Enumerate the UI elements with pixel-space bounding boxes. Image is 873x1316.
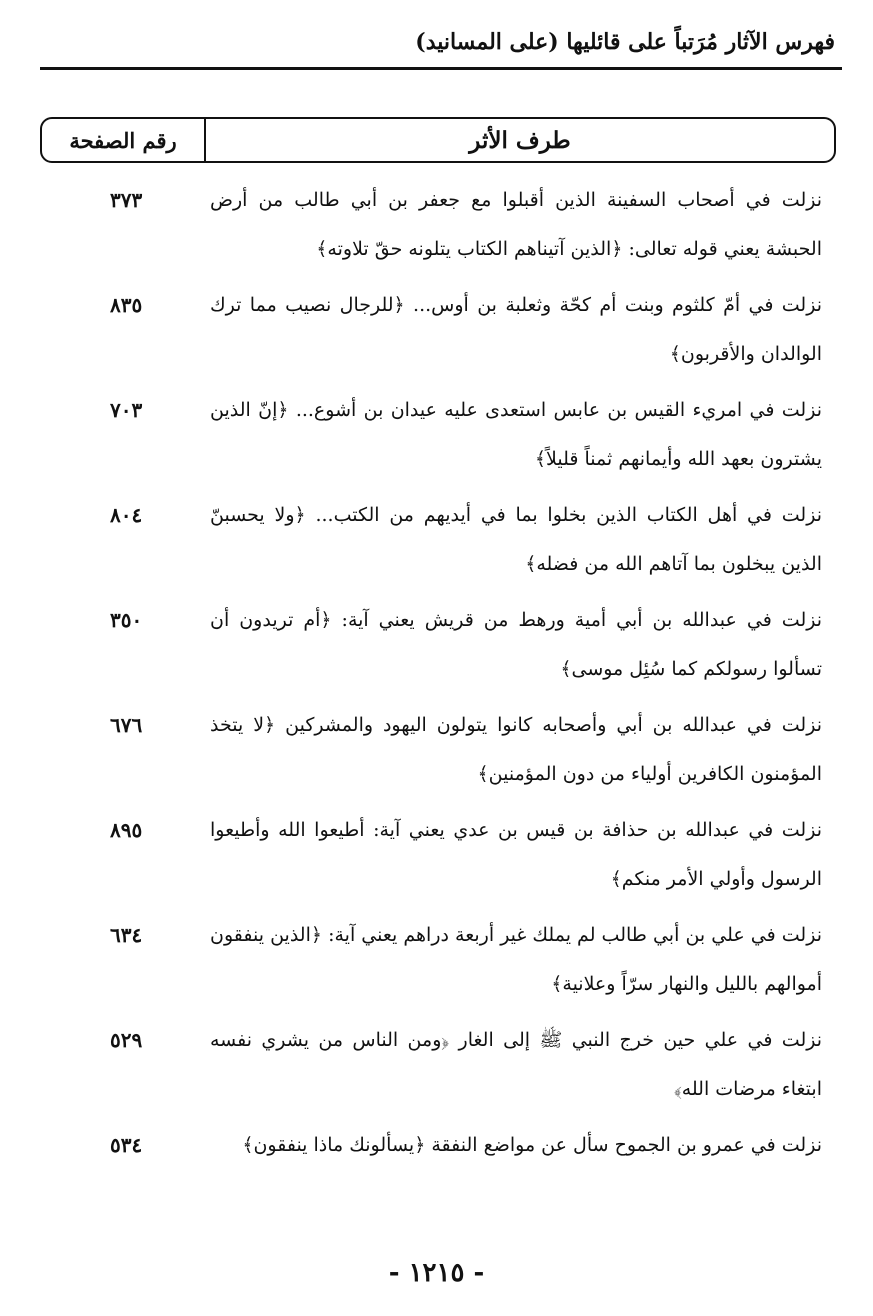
entry-text: نزلت في أهل الكتاب الذين بخلوا بما في أيديهم من الكتب... ﴿ولا يحسبنّ الذين يبخلون بما آتاهم الله من فضله﴾ (210, 504, 822, 575)
entry-page-number: ٦٧٦ (110, 713, 143, 737)
index-entry (110, 1121, 822, 1170)
entry-text: نزلت في علي حين خرج النبي ﷺ إلى الغار ﴿ومن الناس من يشري نفسه ابتغاء مرضات الله﴾ (210, 1029, 822, 1100)
entry-page-number: ٣٥٠ (110, 608, 143, 632)
entry-page-number: ٣٧٣ (110, 188, 143, 212)
entry-page-number: ٧٠٣ (110, 398, 143, 422)
entry-text: نزلت في أمّ كلثوم وبنت أم كحّة وثعلبة بن أوس... ﴿للرجال نصيب مما ترك الوالدان والأقربون﴾ (210, 294, 822, 365)
entry-page-number: ٥٢٩ (110, 1028, 143, 1052)
column-header-page: رقم الصفحة (42, 119, 206, 161)
index-entry (110, 911, 822, 1009)
entry-text: نزلت في امريء القيس بن عابس استعدى عليه عيدان بن أشوع... ﴿إنّ الذين يشترون بعهد الله وأيمانهم ثمناً قليلاً﴾ (210, 399, 822, 470)
index-entries (110, 176, 822, 1177)
column-header-text: طرف الأثر (469, 126, 571, 154)
entry-text: نزلت في أصحاب السفينة الذين أقبلوا مع جعفر بن أبي طالب من أرض الحبشة يعني قوله تعالى: ﴿الذين آتيناهم الكتاب يتلونه حقّ تلاوته﴾ (210, 189, 822, 260)
column-header-box (40, 117, 836, 163)
entry-text: نزلت في عبدالله بن حذافة بن قيس بن عدي يعني آية: أطيعوا الله وأطيعوا الرسول وأولي الأمر منكم﴾ (210, 819, 822, 890)
running-header-title: فهرس الآثار مُرَتباً على قائليها (على المسانيد) (415, 29, 835, 55)
index-entry (110, 176, 822, 274)
entry-page-number: ٨٣٥ (110, 293, 143, 317)
entry-text: نزلت في عمرو بن الجموح سأل عن مواضع النفقة ﴿يسألونك ماذا ينفقون﴾ (242, 1134, 822, 1156)
entry-text: نزلت في عبدالله بن أبي وأصحابه كانوا يتولون اليهود والمشركين ﴿لا يتخذ المؤمنون الكافرين أولياء من دون المؤمنين﴾ (210, 714, 822, 785)
index-entry (110, 806, 822, 904)
index-entry (110, 491, 822, 589)
page-number: - ١٢١٥ - (388, 1258, 485, 1288)
entry-page-number: ٨٠٤ (110, 503, 143, 527)
entry-page-number: ٦٣٤ (110, 923, 143, 947)
entry-text: نزلت في علي بن أبي طالب لم يملك غير أربعة دراهم يعني آية: ﴿الذين ينفقون أموالهم بالليل والنهار سرّاً وعلانية﴾ (210, 924, 822, 995)
header-rule (40, 67, 842, 70)
index-entry (110, 1016, 822, 1114)
index-entry (110, 281, 822, 379)
entry-page-number: ٨٩٥ (110, 818, 143, 842)
entry-text: نزلت في عبدالله بن أبي أمية ورهط من قريش يعني آية: ﴿أم تريدون أن تسألوا رسولكم كما سُئِل موسى﴾ (210, 609, 822, 680)
entry-page-number: ٥٣٤ (110, 1133, 143, 1157)
index-entry (110, 386, 822, 484)
index-entry (110, 596, 822, 694)
index-entry (110, 701, 822, 799)
